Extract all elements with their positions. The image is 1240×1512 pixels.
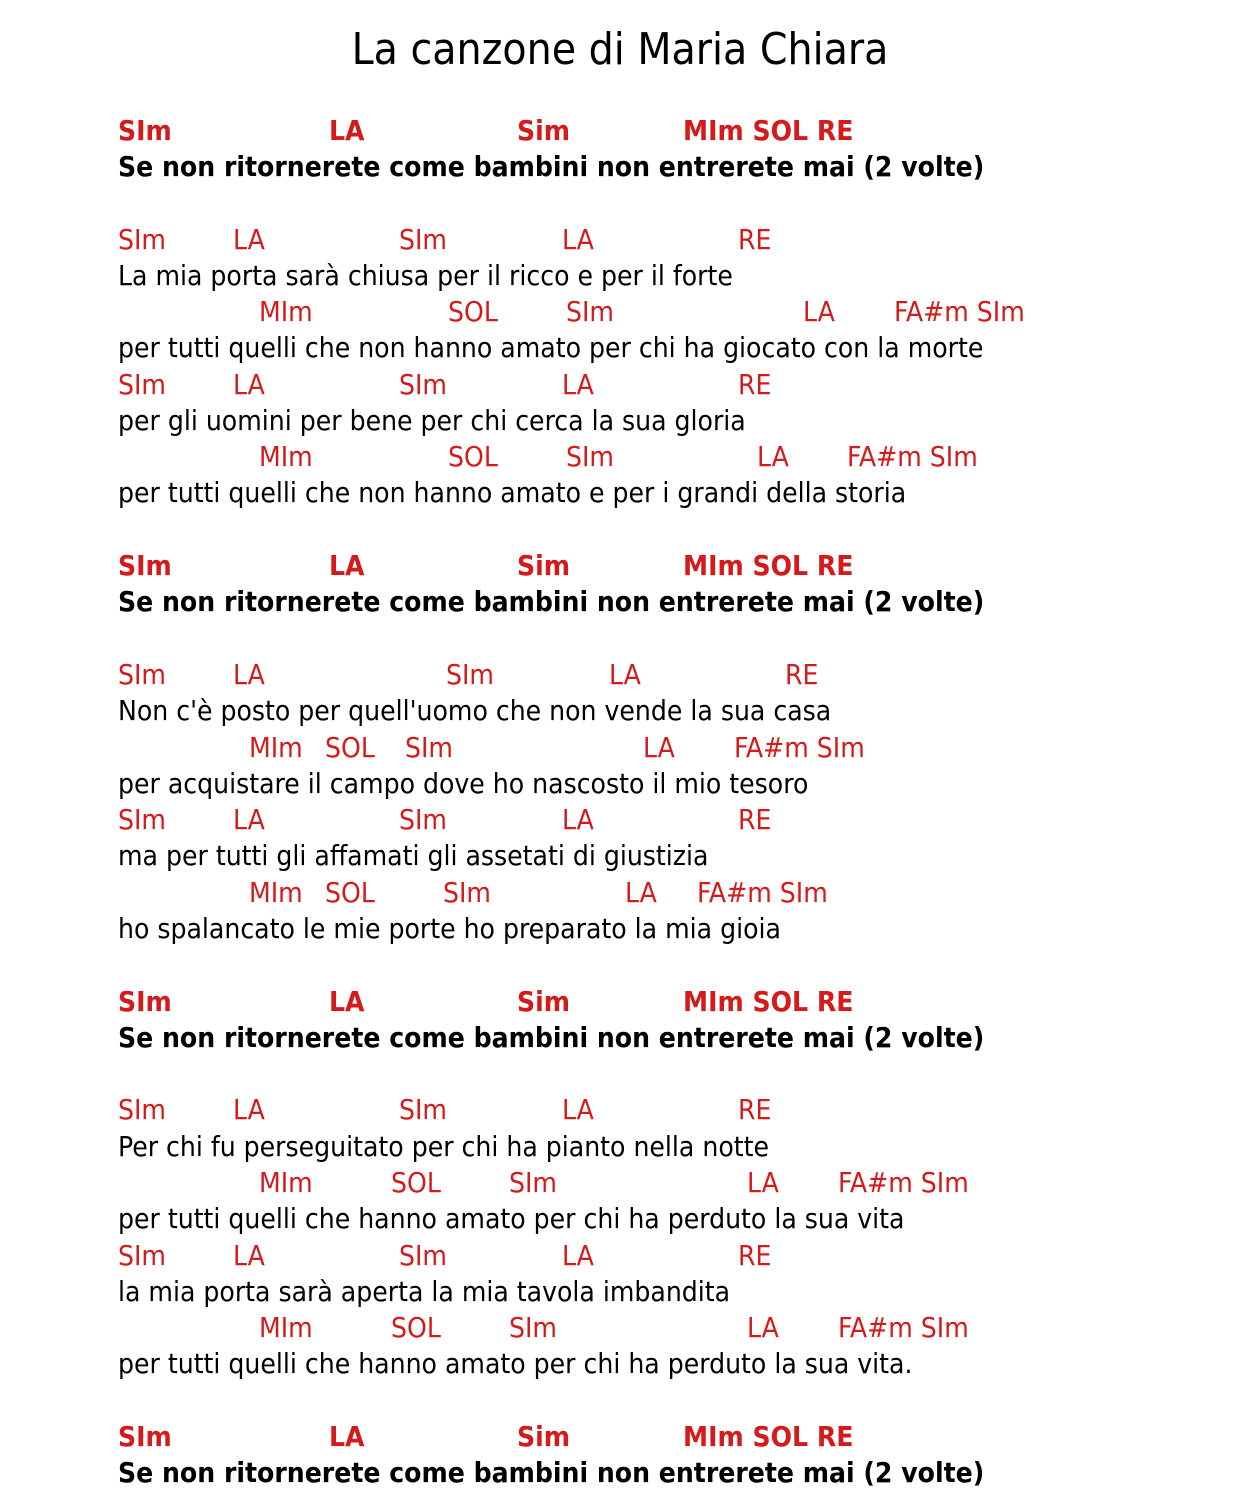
chord: SIm xyxy=(399,368,447,401)
chord: SIm xyxy=(446,658,494,691)
chord: SIm xyxy=(118,658,166,691)
chord: LA xyxy=(803,295,835,328)
chord: MIm xyxy=(249,731,303,764)
chord: LA xyxy=(233,1239,265,1272)
chord: SIm xyxy=(118,223,166,256)
lyric-line: ma per tutti gli affamati gli assetati di giustizia xyxy=(118,839,709,872)
chord: SIm xyxy=(118,549,172,582)
lyric-line: Non c'è posto per quell'uomo che non vende la sua casa xyxy=(118,694,832,727)
chorus-lyric-line: Se non ritornerete come bambini non entrerete mai (2 volte) xyxy=(118,150,985,183)
chord: SOL xyxy=(391,1166,441,1199)
chorus-lyric-line: Se non ritornerete come bambini non entrerete mai (2 volte) xyxy=(118,585,985,618)
chord: RE xyxy=(738,223,772,256)
chord: LA xyxy=(233,223,265,256)
lyric-line: per acquistare il campo dove ho nascosto il mio tesoro xyxy=(118,767,809,800)
lyric-line: per tutti quelli che hanno amato per chi ha perduto la sua vita xyxy=(118,1202,905,1235)
chord: MIm SOL RE xyxy=(683,549,854,582)
chord: SIm xyxy=(118,368,166,401)
chord: MIm xyxy=(259,440,313,473)
chord: LA xyxy=(562,223,594,256)
chord: LA xyxy=(562,1239,594,1272)
lyric-line: per tutti quelli che non hanno amato per chi ha giocato con la morte xyxy=(118,331,984,364)
chord: RE xyxy=(785,658,819,691)
chord: SOL xyxy=(448,440,498,473)
chord: LA xyxy=(233,1093,265,1126)
chord: LA xyxy=(757,440,789,473)
chord: LA xyxy=(233,658,265,691)
chord: LA xyxy=(329,114,365,147)
chord: Sim xyxy=(517,549,571,582)
chord: SIm xyxy=(509,1311,557,1344)
chord: Sim xyxy=(517,114,571,147)
chord: SIm xyxy=(399,1239,447,1272)
chord: SIm xyxy=(118,803,166,836)
chord: FA#m SIm xyxy=(697,876,828,909)
lyric-line: Per chi fu perseguitato per chi ha pianto nella notte xyxy=(118,1130,769,1163)
chord: LA xyxy=(233,803,265,836)
chord: RE xyxy=(738,368,772,401)
chord: LA xyxy=(329,985,365,1018)
chord: SIm xyxy=(118,1093,166,1126)
chord: SIm xyxy=(405,731,453,764)
song-title: La canzone di Maria Chiara xyxy=(351,24,889,75)
chord: SIm xyxy=(118,1420,172,1453)
chord: SIm xyxy=(566,440,614,473)
chord: LA xyxy=(747,1166,779,1199)
chord: FA#m SIm xyxy=(838,1166,969,1199)
chord: LA xyxy=(625,876,657,909)
chord: SIm xyxy=(399,223,447,256)
chord: LA xyxy=(609,658,641,691)
chord: SOL xyxy=(325,876,375,909)
lyric-line: ho spalancato le mie porte ho preparato la mia gioia xyxy=(118,912,781,945)
lyric-line: la mia porta sarà aperta la mia tavola imbandita xyxy=(118,1275,731,1308)
lyric-line: per tutti quelli che non hanno amato e per i grandi della storia xyxy=(118,476,907,509)
chord: LA xyxy=(233,368,265,401)
lyric-line: La mia porta sarà chiusa per il ricco e per il forte xyxy=(118,259,733,292)
chord: FA#m SIm xyxy=(734,731,865,764)
chord: SIm xyxy=(399,1093,447,1126)
chord: SIm xyxy=(118,985,172,1018)
lyric-line: per tutti quelli che hanno amato per chi ha perduto la sua vita. xyxy=(118,1347,913,1380)
chord: LA xyxy=(747,1311,779,1344)
chorus-lyric-line: Se non ritornerete come bambini non entrerete mai (2 volte) xyxy=(118,1456,985,1489)
chord: LA xyxy=(329,549,365,582)
chord: RE xyxy=(738,1239,772,1272)
chord: MIm xyxy=(259,295,313,328)
chord: LA xyxy=(562,368,594,401)
chord: RE xyxy=(738,803,772,836)
chord: MIm xyxy=(249,876,303,909)
chord: FA#m SIm xyxy=(847,440,978,473)
chord: MIm SOL RE xyxy=(683,985,854,1018)
chord: LA xyxy=(329,1420,365,1453)
chord: SIm xyxy=(443,876,491,909)
chord: MIm SOL RE xyxy=(683,114,854,147)
chord: SIm xyxy=(118,1239,166,1272)
chord: LA xyxy=(562,1093,594,1126)
chord: MIm xyxy=(259,1166,313,1199)
chord: SOL xyxy=(325,731,375,764)
chord: SIm xyxy=(118,114,172,147)
chord: FA#m SIm xyxy=(894,295,1025,328)
chord: Sim xyxy=(517,1420,571,1453)
chorus-lyric-line: Se non ritornerete come bambini non entrerete mai (2 volte) xyxy=(118,1021,985,1054)
chord: RE xyxy=(738,1093,772,1126)
chord: MIm SOL RE xyxy=(683,1420,854,1453)
chord: SIm xyxy=(509,1166,557,1199)
chord: SIm xyxy=(399,803,447,836)
chord: SOL xyxy=(448,295,498,328)
lyric-line: per gli uomini per bene per chi cerca la sua gloria xyxy=(118,404,746,437)
chord: MIm xyxy=(259,1311,313,1344)
chord: LA xyxy=(562,803,594,836)
chord: SOL xyxy=(391,1311,441,1344)
chord: SIm xyxy=(566,295,614,328)
chord: LA xyxy=(643,731,675,764)
chord: FA#m SIm xyxy=(838,1311,969,1344)
chord: Sim xyxy=(517,985,571,1018)
